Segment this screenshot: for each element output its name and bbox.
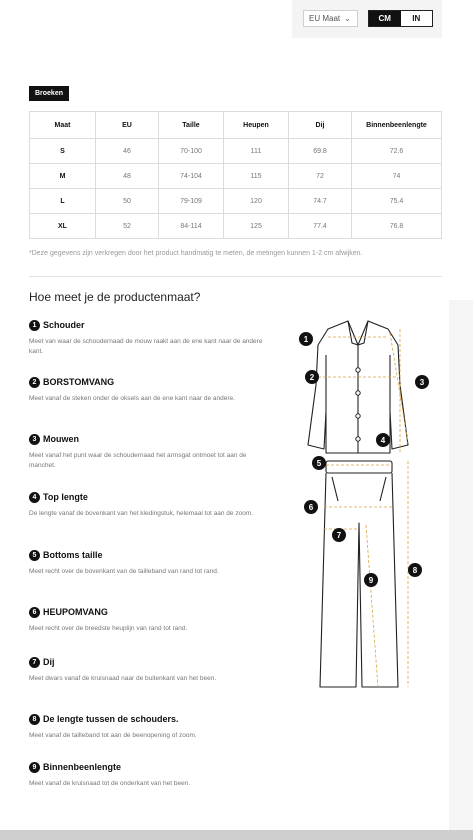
table-row	[30, 139, 442, 164]
table-cell: 72.6	[352, 139, 442, 164]
guide-item-label: Dij	[43, 657, 55, 667]
number-badge: 8	[29, 714, 40, 725]
guide-item-hips	[29, 605, 264, 634]
guide-item-top-length	[29, 490, 264, 519]
table-row	[30, 214, 442, 239]
table-cell: 76.8	[352, 214, 442, 239]
svg-text:9: 9	[368, 576, 374, 585]
table-cell: 74-104	[159, 164, 224, 189]
table-cell: 69.8	[289, 139, 352, 164]
garment-diagram	[290, 315, 440, 710]
guide-item-label: HEUPOMVANG	[43, 607, 108, 617]
svg-text:6: 6	[308, 503, 314, 512]
number-badge: 4	[29, 492, 40, 503]
divider	[29, 276, 442, 277]
guide-item-desc: Meet vanaf de kruisnaad tot de onderkant van het been.	[29, 780, 191, 787]
number-badge: 6	[29, 607, 40, 618]
table-row	[30, 164, 442, 189]
table-cell: 79-109	[159, 189, 224, 214]
guide-item-bottoms-waist	[29, 548, 264, 577]
guide-item-shoulder	[29, 318, 264, 357]
pants-outline	[320, 461, 398, 687]
guide-item-desc: Meet vanaf de steken onder de oksels aan de ene kant naar de andere.	[29, 395, 235, 402]
guide-item-desc: Meet dwars vanaf de kruisnaad naar de buitenkant van het been.	[29, 675, 217, 682]
number-badge: 7	[29, 657, 40, 668]
number-badge: 9	[29, 762, 40, 773]
col-header: EU	[96, 112, 159, 139]
guide-item-label: Bottoms taille	[43, 550, 103, 560]
svg-text:4: 4	[380, 436, 386, 445]
chevron-down-icon: ⌄	[344, 14, 351, 23]
unit-cm-button[interactable]: CM	[369, 11, 401, 26]
svg-text:8: 8	[412, 566, 418, 575]
guide-item-thigh	[29, 655, 264, 684]
number-badge: 5	[29, 550, 40, 561]
size-table	[29, 111, 442, 239]
guide-item-bust	[29, 375, 264, 404]
table-cell: L	[30, 189, 96, 214]
guide-item-length	[29, 712, 264, 741]
col-header: Binnenbeenlengte	[352, 112, 442, 139]
table-row	[30, 189, 442, 214]
table-cell: 111	[224, 139, 289, 164]
table-cell: 52	[96, 214, 159, 239]
col-header: Maat	[30, 112, 96, 139]
guide-item-label: Binnenbeenlengte	[43, 762, 122, 772]
unit-in-button[interactable]: IN	[401, 11, 433, 26]
guide-item-desc: Meet vanaf de tailleband tot aan de beenopening of zoom.	[29, 732, 197, 739]
table-cell: 74.7	[289, 189, 352, 214]
svg-text:1: 1	[303, 335, 309, 344]
number-badge: 2	[29, 377, 40, 388]
size-system-label: EU Maat	[309, 14, 341, 23]
table-header-row	[30, 112, 442, 139]
table-cell: 115	[224, 164, 289, 189]
measurement-note: *Deze gegevens zijn verkregen door het product handmatig te meten, de metingen kunnen 1-2 cm afwijken.	[29, 250, 363, 257]
svg-text:3: 3	[419, 378, 425, 387]
shirt-outline	[308, 321, 408, 453]
table-cell: 77.4	[289, 214, 352, 239]
guide-title: Hoe meet je de productenmaat?	[29, 290, 201, 304]
table-cell: S	[30, 139, 96, 164]
table-cell: XL	[30, 214, 96, 239]
guide-item-desc: Meet recht over de bovenkant van de tailleband van rand tot rand.	[29, 568, 219, 575]
table-cell: 75.4	[352, 189, 442, 214]
guide-item-label: De lengte tussen de schouders.	[43, 714, 179, 724]
guide-item-label: Mouwen	[43, 434, 79, 444]
guide-item-sleeves	[29, 432, 264, 471]
table-cell: 46	[96, 139, 159, 164]
col-header: Taille	[159, 112, 224, 139]
guide-item-label: Top lengte	[43, 492, 88, 502]
guide-item-label: BORSTOMVANG	[43, 377, 115, 387]
table-cell: 48	[96, 164, 159, 189]
col-header: Dij	[289, 112, 352, 139]
scroll-track	[449, 300, 473, 830]
svg-text:5: 5	[316, 459, 322, 468]
guide-item-desc: De lengte vanaf de bovenkant van het kledingstuk, helemaal tot aan de zoom.	[29, 510, 254, 517]
guide-item-desc: Meet recht over de breedste heuplijn van rand tot rand.	[29, 625, 188, 632]
size-system-dropdown[interactable]	[303, 10, 358, 27]
table-cell: 70-100	[159, 139, 224, 164]
number-badge: 1	[29, 320, 40, 331]
guide-item-label: Schouder	[43, 320, 85, 330]
number-badge: 3	[29, 434, 40, 445]
table-cell: 50	[96, 189, 159, 214]
table-cell: 84-114	[159, 214, 224, 239]
marker-badges	[299, 332, 429, 587]
table-cell: 125	[224, 214, 289, 239]
table-cell: M	[30, 164, 96, 189]
svg-text:2: 2	[309, 373, 315, 382]
guide-item-desc: Meet vanaf het punt waar de schoudernaad het armsgat ontmoet tot aan de manchet.	[29, 452, 247, 469]
table-cell: 74	[352, 164, 442, 189]
table-cell: 72	[289, 164, 352, 189]
table-cell: 120	[224, 189, 289, 214]
footer-strip	[0, 830, 473, 840]
measure-lines	[318, 329, 408, 687]
svg-text:7: 7	[336, 531, 342, 540]
guide-item-desc: Meet van waar de schoudernaad de mouw raakt aan de ene kant naar de andere kant.	[29, 338, 263, 355]
guide-item-inseam	[29, 760, 264, 789]
unit-toggle	[368, 10, 433, 27]
category-tag: Broeken	[29, 86, 69, 101]
col-header: Heupen	[224, 112, 289, 139]
